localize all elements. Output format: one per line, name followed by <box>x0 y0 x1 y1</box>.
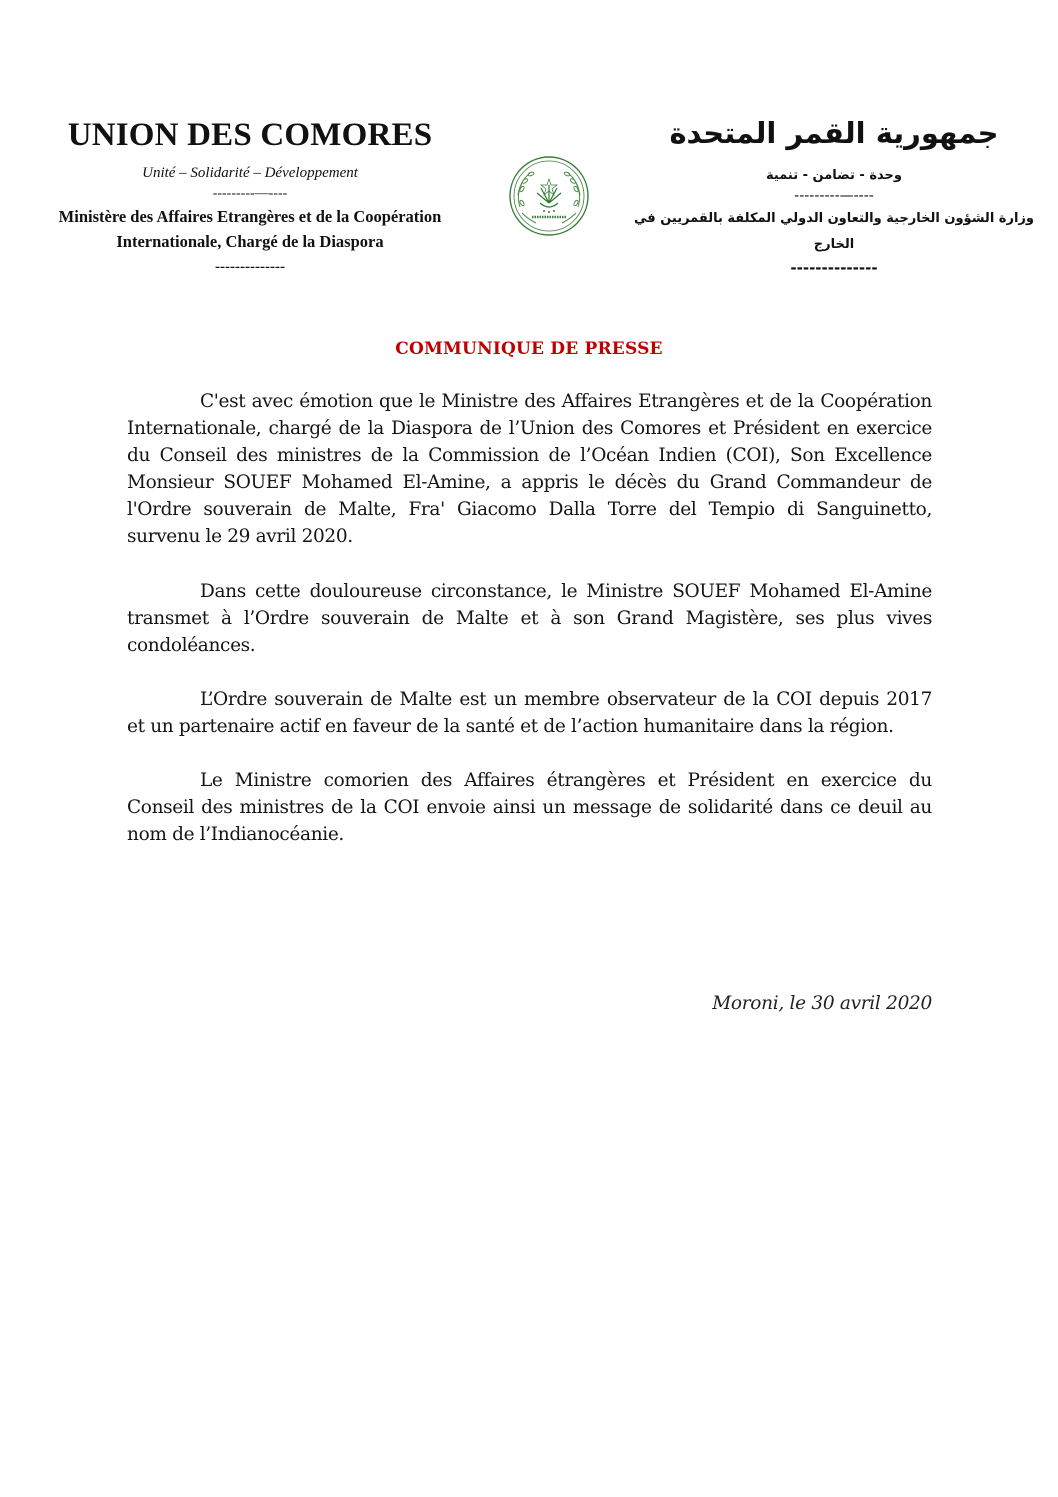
separator: ---------—---- <box>794 188 874 204</box>
place-and-date: Moroni, le 30 avril 2020 <box>712 993 932 1014</box>
separator: ---------—---- <box>212 186 288 201</box>
national-seal-icon <box>508 155 590 237</box>
paragraph: Dans cette douloureuse circonstance, le Ministre SOUEF Mohamed El-Amine transmet à l’Ordre souverain de Malte et à son Grand Magistère, ses plus vives condoléances. <box>127 580 932 656</box>
separator: -------------- <box>215 259 285 275</box>
separator: -------------- <box>790 259 878 277</box>
press-release-title: COMMUNIQUE DE PRESSE <box>395 339 663 359</box>
paragraph: L’Ordre souverain de Malte est un membre observateur de la COI depuis 2017 et un partenaire actif en faveur de la santé et de l’action humanitaire dans la région. <box>127 688 932 737</box>
country-name-french: UNION DES COMORES <box>67 117 433 153</box>
header-left-french <box>10 112 490 278</box>
national-motto-arabic: وحدة - تضامن - تنمية <box>766 168 902 183</box>
national-motto-french: Unité – Solidarité – Développement <box>142 165 358 181</box>
paragraph: Le Ministre comorien des Affaires étrangères et Président en exercice du Conseil des ministres de la COI envoie ainsi un message de solidarité dans ce deuil au nom de l’Indianocéanie. <box>127 770 932 846</box>
press-release-body <box>127 388 932 875</box>
country-name-arabic: جمهورية القمر المتحدة <box>669 116 999 150</box>
paragraph: C'est avec émotion que le Ministre des Affaires Etrangères et de la Coopération Internationale, chargé de la Diaspora de l’Union des Comores et Président en exercice du Conseil des ministres de la Commission de l’Océan Indien (COI), Son Excellence Monsieur SOUEF Mohamed El-Amine, a appris le décès du Grand Commandeur de l'Ordre souverain de Malte, Fra' Giacomo Dalla Torre del Tempio di Sanguinetto, survenu le 29 avril 2020. <box>127 391 932 548</box>
ministry-name-line1: Ministère des Affaires Etrangères et de la Coopération <box>58 207 442 226</box>
ministry-name-arabic: وزارة الشؤون الخارجية والتعاون الدولي المكلفة بالقمريين في الخارج <box>634 211 1034 252</box>
header-right-arabic <box>610 108 1058 278</box>
ministry-name-line2: Internationale, Chargé de la Diaspora <box>116 232 384 251</box>
